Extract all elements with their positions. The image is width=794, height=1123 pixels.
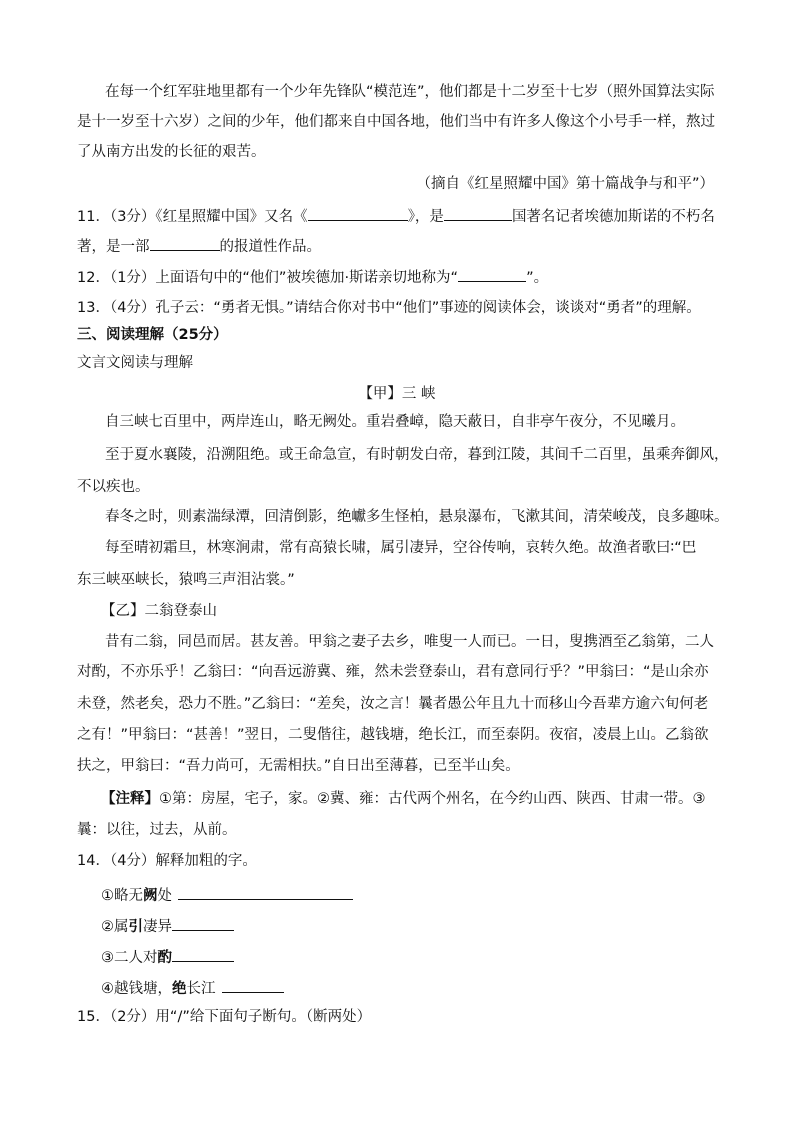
q14-item-1-blank[interactable] [178, 884, 353, 900]
q14-item-3-bold: 酌 [157, 950, 172, 966]
jia-title: 【甲】三 峡 [358, 386, 436, 402]
intro-line-3: 了从南方出发的长征的艰苦。 [77, 144, 266, 160]
q11-blank-3[interactable] [150, 235, 220, 251]
note-label: 【注释】 [101, 791, 159, 807]
q14-item-1-bold: 阙 [143, 888, 158, 904]
jia-line-2: 至于夏水襄陵，沿溯阻绝。或王命急宣，有时朝发白帝，暮到江陵，其间千二百里，虽乘奔御风， [105, 447, 729, 463]
section-3-title: 三、阅读理解（25分） [77, 327, 228, 343]
q11-blank-2[interactable] [444, 205, 512, 221]
intro-line-1: 在每一个红军驻地里都有一个少年先锋队“模范连”，他们都是十二岁至十七岁（照外国算法实际 [105, 84, 715, 100]
question-13: 13．（4分）孔子云：“勇者无惧。”请结合你对书中“他们”事迹的阅读体会，谈谈对“勇者”的理解。 [77, 300, 701, 316]
q14-item-4-blank[interactable] [222, 977, 284, 993]
q14-item-1-post: 处 [157, 888, 172, 904]
q11-text-c: 国著名记者埃德加斯诺的不朽名 [511, 209, 715, 225]
jia-line-6: 东三峡巫峡长，猿鸣三声泪沾裳。” [77, 572, 295, 588]
q11-blank-1[interactable] [308, 205, 408, 221]
q14-item-2-post: 凄异 [143, 919, 172, 935]
q12-blank[interactable] [458, 266, 526, 282]
q14-item-2-bold: 引 [128, 919, 143, 935]
note-text-1: ①第：房屋，宅子，家。②冀、雍：古代两个州名，在今约山西、陕西、甘肃一带。③ [159, 791, 706, 807]
q14-item-4-pre: ④越钱塘， [101, 981, 172, 997]
yi-title: 【乙】二翁登泰山 [101, 603, 217, 619]
question-12 [77, 266, 548, 288]
q14-item-1 [101, 884, 353, 906]
q14-item-3-pre: ③二人对 [101, 950, 158, 966]
question-11-line-2 [77, 235, 321, 257]
yi-line-3: 未登，然老矣，恐力不胜。”乙翁曰：“差矣，汝之言！曩者愚公年且九十而移山今吾辈方逾六旬何老 [77, 696, 709, 712]
q14-item-2 [101, 915, 234, 937]
jia-line-4: 春冬之时，则素湍绿潭，回清倒影，绝巘多生怪柏，悬泉瀑布，飞漱其间，清荣峻茂，良多趣味。 [105, 509, 729, 525]
q14-item-3-blank[interactable] [172, 946, 234, 962]
q14-item-4 [101, 977, 284, 999]
jia-line-5: 每至晴初霜旦，林寒涧肃，常有高猿长啸，属引凄异，空谷传响，哀转久绝。故渔者歌曰∶“巴 [105, 540, 697, 556]
jia-line-3: 不以疾也。 [77, 479, 150, 495]
note-line-2: 曩：以往，过去，从前。 [77, 822, 237, 838]
q12-text-b: ”。 [526, 270, 549, 286]
q14-item-2-pre: ②属 [101, 919, 129, 935]
yi-line-1: 昔有二翁，同邑而居。甚友善。甲翁之妻子去乡，唯叟一人而已。一日，叟携酒至乙翁第，二人 [105, 634, 714, 650]
intro-source: （摘自《红星照耀中国》第十篇战争与和平”） [416, 176, 714, 192]
question-14-title: 14．（4分）解释加粗的字。 [77, 853, 257, 869]
q11-text-b: 》，是 [407, 209, 444, 225]
question-15: 15．（2分）用“/”给下面句子断句。（断两处） [77, 1009, 372, 1025]
q14-item-2-blank[interactable] [172, 915, 234, 931]
q14-item-1-pre: ①略无 [101, 888, 143, 904]
q11-text-d: 著，是一部 [77, 239, 150, 255]
q12-text-a: 12．（1分）上面语句中的“他们”被埃德加·斯诺亲切地称为“ [77, 270, 459, 286]
yi-line-5: 扶之，甲翁曰：“吾力尚可，无需相扶。”自日出至薄暮，已至半山矣。 [77, 758, 520, 774]
q11-text-a: 11．（3分）《红星照耀中国》又名《 [77, 209, 308, 225]
section-3-subtitle: 文言文阅读与理解 [77, 355, 193, 371]
q14-item-4-bold: 绝 [172, 981, 187, 997]
q11-text-e: 的报道性作品。 [219, 239, 321, 255]
yi-line-2: 对酌，不亦乐乎！乙翁曰：“向吾远游冀、雍，然未尝登泰山，君有意同行乎？”甲翁曰：“是山余亦 [77, 664, 709, 680]
q14-item-4-post: 长江 [186, 981, 216, 997]
question-11-line-1 [77, 205, 715, 227]
yi-line-4: 之有！”甲翁曰：“甚善！”翌日，二叟偕往，越钱塘，绝长江，而至泰阴。夜宿，凌晨上山。乙翁欲 [77, 727, 709, 743]
jia-line-1: 自三峡七百里中，两岸连山，略无阙处。重岩叠嶂，隐天蔽日，自非亭午夜分，不见曦月。 [105, 414, 685, 430]
note-line-1 [101, 789, 706, 809]
intro-line-2: 是十一岁至十六岁）之间的少年，他们都来自中国各地，他们当中有许多人像这个小号手一样，熬过 [77, 114, 715, 130]
q14-item-3 [101, 946, 234, 968]
